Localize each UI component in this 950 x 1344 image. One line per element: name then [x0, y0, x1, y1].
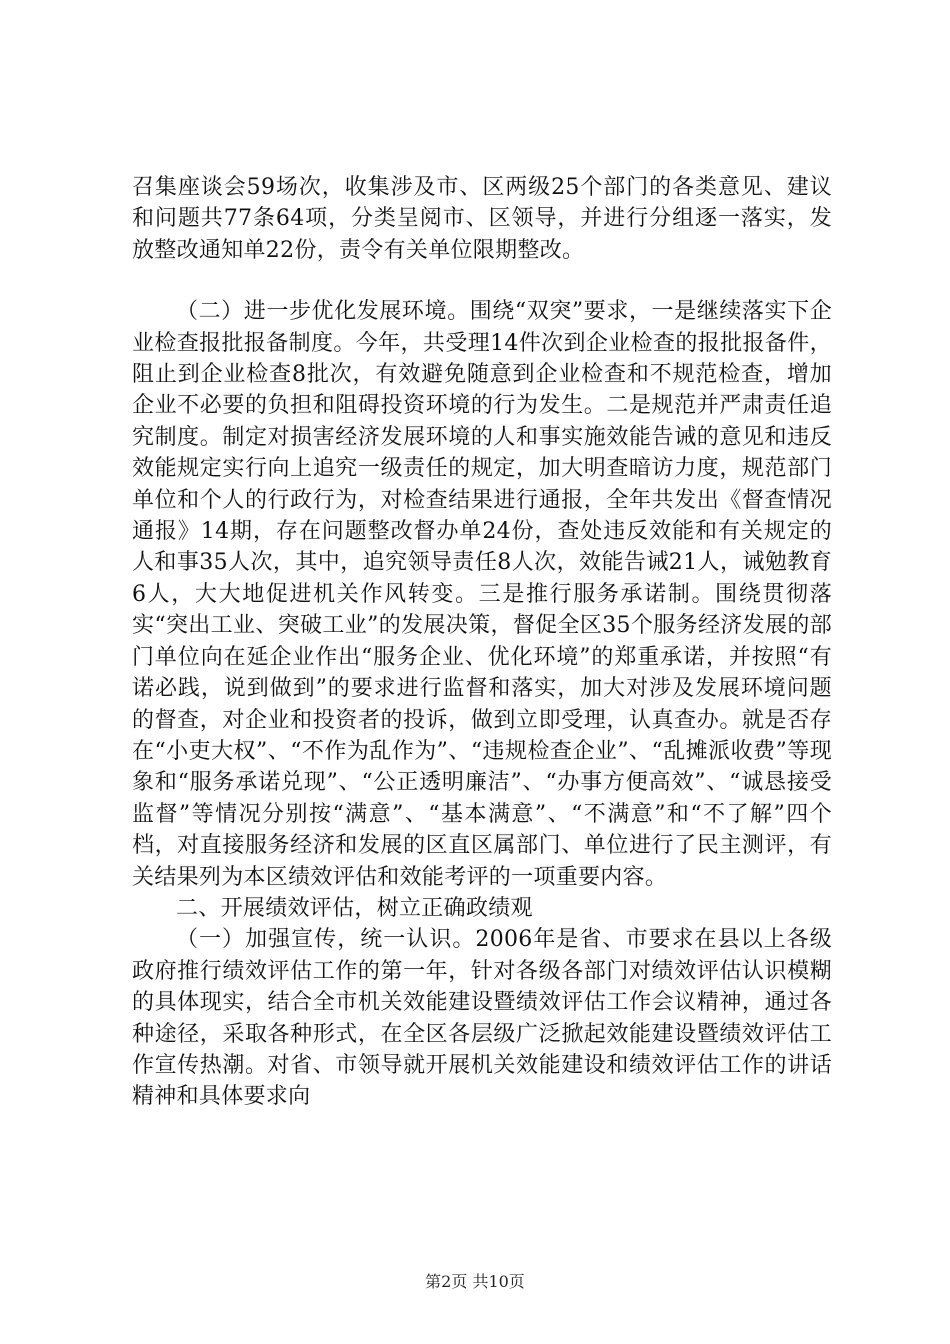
- section-heading: 二、开展绩效评估，树立正确政绩观: [176, 895, 533, 921]
- paragraph-gap: [132, 266, 832, 296]
- paragraph-continued: 召集座谈会59场次，收集涉及市、区两级25个部门的各类意见、建议和问题共77条64项，分类呈阅市、区领导，并进行分组逐一落实，发放整改通知单22份，责令有关单位限期整改。: [132, 175, 832, 263]
- paragraph-publicity: （一）加强宣传，统一认识。2006年是省、市要求在县以上各级政府推行绩效评估工作的第一年，针对各级各部门对绩效评估认识模糊的具体现实，结合全市机关效能建设暨绩效评估工作会议精神，通过各种途径，采取各种形式，在全区各层级广泛掀起效能建设暨绩效评估工作宣传热潮。对省、市领导就开展机关效能建设和绩效评估工作的讲话精神和具体要求向: [132, 927, 832, 1110]
- paragraph-optimize-environment: （二）进一步优化发展环境。围绕“双突”要求，一是继续落实下企业检查报批报备制度。今年，共受理14件次到企业检查的报批报备件，阻止到企业检查8批次，有效避免随意到企业检查和不规范检查，增加企业不必要的负担和阻碍投资环境的行为发生。二是规范并严肃责任追究制度。制定对损害经济发展环境的人和事实施效能告诫的意见和违反效能规定实行向上追究一级责任的规定，加大明查暗访力度，规范部门单位和个人的行政行为，对检查结果进行通报，全年共发出《督查情况通报》14期，存在问题整改督办单24份，查处违反效能和有关规定的人和事35人次，其中，追究领导责任8人次，效能告诫21人，诫勉教育6人，大大地促进机关作风转变。三是推行服务承诺制。围绕贯彻落实“突出工业、突破工业”的发展决策，督促全区35个服务经济发展的部门单位向在延企业作出“服务企业、优化环境”的郑重承诺，并按照“有诺必践，说到做到”的要求进行监督和落实，加大对涉及发展环境问题的督查，对企业和投资者的投诉，做到立即受理，认真查办。就是否存在“小吏大权”、“不作为乱作为”、“违规检查企业”、“乱摊派收费”等现象和“服务承诺兑现”、“公正透明廉洁”、“办事方便高效”、“诚恳接受监督”等情况分别按“满意”、“基本满意”、“不满意”和“不了解”四个档，对直接服务经济和发展的区直区属部门、单位进行了民主测评，有关结果列为本区绩效评估和效能考评的一项重要内容。: [132, 299, 832, 890]
- page-number-footer: 第2页 共10页: [425, 1272, 525, 1291]
- document-body: [132, 172, 832, 1113]
